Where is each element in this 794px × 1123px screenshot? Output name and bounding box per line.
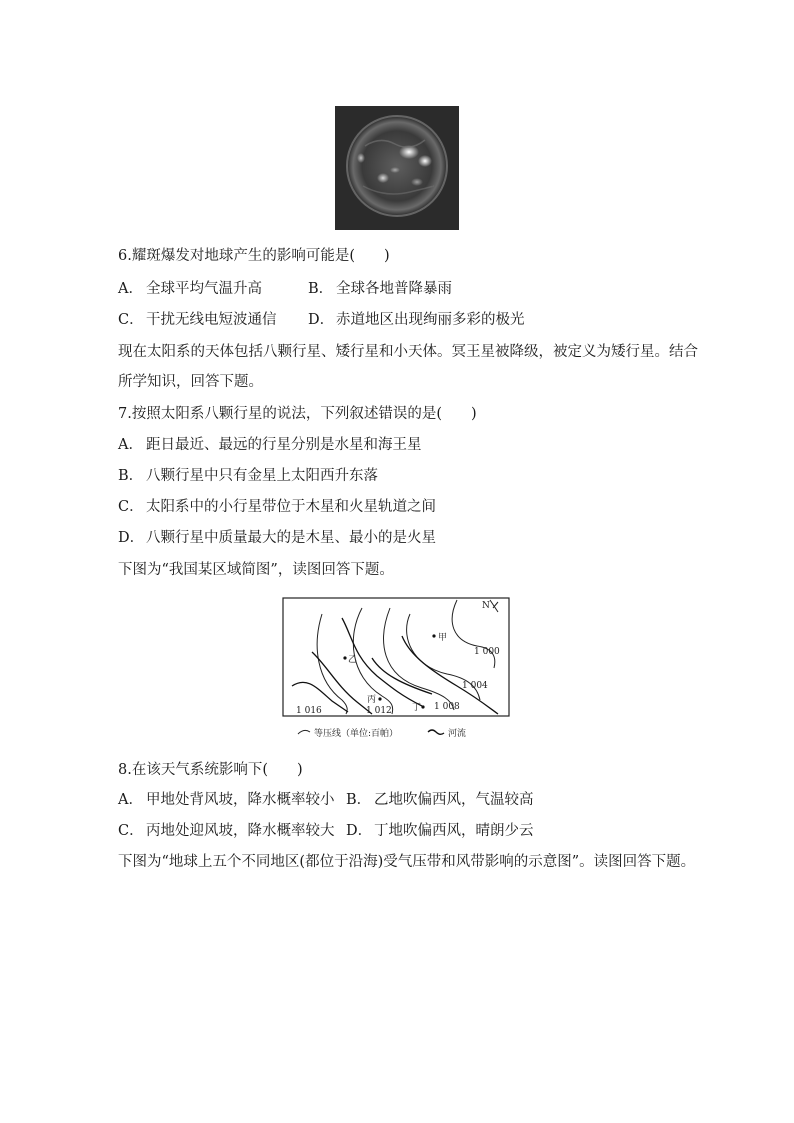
place-yi-dot [343, 656, 346, 659]
isobar-line [317, 614, 347, 714]
option-letter: A． [118, 437, 143, 453]
option-letter: A． [118, 792, 143, 808]
question-6-stem: 6.耀斑爆发对地球产生的影响可能是( ) [118, 248, 390, 264]
intro-8: 下图为“我国某区域简图”，读图回答下题。 [118, 562, 394, 578]
option-letter: D． [346, 823, 373, 839]
isobar-1008-label: 1 008 [434, 702, 460, 712]
option-c-text: 太阳系中的小行星带位于木星和火星轨道之间 [146, 499, 436, 515]
question-7-option-d [118, 528, 436, 548]
option-letter: B． [118, 468, 144, 484]
option-c-text: 丙地处迎风坡，降水概率较大 [146, 823, 335, 839]
option-letter: C． [118, 499, 144, 515]
legend-river-label: 河流 [448, 729, 467, 739]
question-8-options-ab [118, 790, 534, 810]
place-ding-label: 丁 [412, 703, 422, 713]
place-jia-dot [432, 634, 435, 637]
question-8-stem: 8.在该天气系统影响下( ) [118, 762, 303, 778]
legend-river-icon [428, 730, 444, 734]
intro-9: 下图为“地球上五个不同地区(都位于沿海)受气压带和风带影响的示意图”。读图回答下题。 [118, 854, 696, 870]
isobar-1000-label: 1 000 [474, 647, 500, 657]
legend-isobar-icon [298, 730, 310, 734]
intro-7-line-1: 现在太阳系的天体包括八颗行星、矮行星和小天体。冥王星被降级，被定义为矮行星。结合 [118, 344, 698, 360]
place-bing-dot [378, 697, 381, 700]
option-d-text: 八颗行星中质量最大的是木星、最小的是火星 [146, 530, 436, 546]
question-7-stem: 7.按照太阳系八颗行星的说法，下列叙述错误的是( ) [118, 406, 477, 422]
option-letter: C． [118, 312, 144, 328]
question-8-options-cd [118, 821, 534, 841]
north-label: N [482, 601, 490, 611]
option-letter: B． [308, 281, 334, 297]
question-7-option-c [118, 497, 436, 517]
region-isobar-map [282, 596, 510, 742]
place-jia-label: 甲 [438, 633, 448, 643]
place-bing-label: 丙 [367, 695, 377, 705]
isobar-1012-label: 1 012 [366, 706, 392, 716]
option-b-text: 全球各地普降暴雨 [336, 281, 452, 297]
question-6-options-cd [118, 310, 525, 330]
option-d-text: 丁地吹偏西风，晴朗少云 [374, 823, 534, 839]
option-a-text: 距日最近、最远的行星分别是水星和海王星 [146, 437, 422, 453]
question-7-option-a [118, 435, 422, 455]
option-b-text: 八颗行星中只有金星上太阳西升东落 [146, 468, 378, 484]
option-c-text: 干扰无线电短波通信 [146, 312, 277, 328]
question-7-option-b [118, 466, 378, 486]
north-arrow-icon [490, 600, 498, 612]
option-letter: A． [118, 281, 143, 297]
place-yi-label: 乙 [348, 655, 358, 665]
option-a-text: 甲地处背风坡，降水概率较小 [146, 792, 335, 808]
option-letter: D． [118, 530, 145, 546]
isobar-1004-label: 1 004 [462, 681, 488, 691]
intro-7-line-2: 所学知识，回答下题。 [118, 374, 263, 390]
option-letter: D． [308, 312, 335, 328]
legend-isobar-label: 等压线（单位:百帕） [314, 729, 399, 739]
option-letter: C． [118, 823, 144, 839]
option-a-text: 全球平均气温升高 [146, 281, 262, 297]
solar-flare-photo [335, 106, 459, 230]
option-b-text: 乙地吹偏西风，气温较高 [374, 792, 534, 808]
option-letter: B． [346, 792, 372, 808]
place-ding-dot [421, 705, 424, 708]
option-d-text: 赤道地区出现绚丽多彩的极光 [336, 312, 525, 328]
isobar-1016-label: 1 016 [296, 706, 322, 716]
question-6-options-ab [118, 279, 452, 299]
